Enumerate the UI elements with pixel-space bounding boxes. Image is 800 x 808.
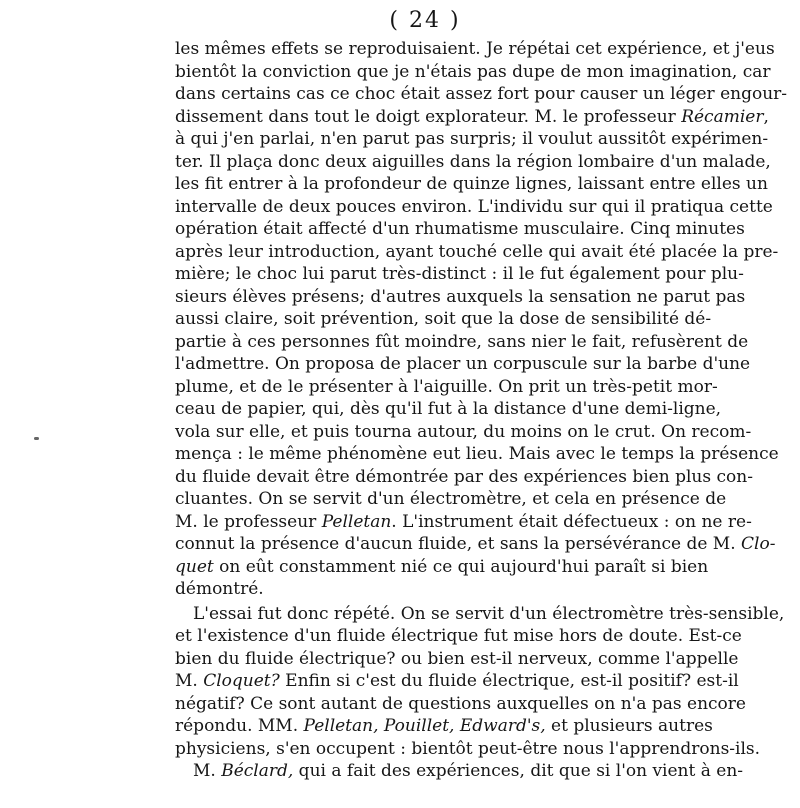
text-run: physiciens, s'en occupent : bientôt peut-être nous l'apprendrons-ils. [175,738,761,759]
text-run: et l'existence d'un fluide électrique fut mise hors de doute. Est-ce [175,626,742,646]
text-run: du fluide devait être démontrée par des expériences bien plus con- [175,466,753,487]
text-line [175,693,746,716]
text-line [175,106,769,129]
text-run: M. le professeur [175,511,322,532]
text-line [175,738,761,761]
text-run: partie à ces personnes fût moindre, sans nier le fait, refusèrent de [175,331,749,352]
text-run: qui a fait des expériences, dit que si l'on vient à en- [293,761,744,781]
text-line [175,760,744,783]
text-line [175,263,744,286]
text-line [175,218,745,241]
text-line [175,173,768,196]
text-run: Enfin si c'est du fluide électrique, est-il positif? est-il [279,671,739,691]
text-line [175,308,712,331]
text-line [175,511,752,534]
text-line [175,625,742,648]
italic-name: Clo- [741,534,776,554]
text-run: M. [193,761,222,781]
text-line [175,466,753,489]
text-run: sieurs élèves présens; d'autres auxquels la sensation ne parut pas [175,286,746,307]
italic-name: Pelletan [321,511,392,532]
text-run: à qui j'en parlai, n'en parut pas surpris; il voulut aussitôt expérimen- [175,129,769,149]
text-run: L'essai fut donc répété. On se servit d'un électromètre très-sensible, [193,603,785,624]
text-line [175,353,751,376]
text-run: connut la présence d'aucun fluide, et sans la persévérance de M. [175,534,742,554]
italic-name: Pelletan, Pouillet, Edward's, [303,716,546,736]
text-line [175,578,695,601]
text-line [175,241,779,264]
text-run: plume, et de le présenter à l'aiguille. On prit un très-petit mor- [175,376,718,397]
text-run: on eût constamment nié ce qui aujourd'hui paraît si bien [213,556,709,577]
italic-name: Récamier [681,106,764,127]
text-run: vola sur elle, et puis tourna autour, du moins on le crut. On recom- [175,421,752,442]
text-line [175,421,752,444]
text-line [175,670,739,693]
text-line [175,151,771,174]
text-run: dissement dans tout le doigt explorateur. M. le professeur [175,106,682,127]
text-run: après leur introduction, ayant touché celle qui avait été placée la pre- [175,241,779,262]
text-run: cluantes. On se servit d'un électromètre, et cela en présence de [175,489,727,509]
text-line [175,715,713,738]
text-run: opération était affecté d'un rhumatisme musculaire. Cinq minutes [175,219,745,239]
text-run: les mêmes effets se reproduisaient. Je répétai cet expérience, et j'eus [175,39,775,59]
text-run: répondu. MM. [175,716,304,736]
text-run: aussi claire, soit prévention, soit que la dose de sensibilité dé- [175,309,712,329]
text-run: ter. Il plaça donc deux aiguilles dans la région lombaire d'un malade, [175,151,771,172]
text-run: ceau de papier, qui, dès qu'il fut à la distance d'une demi-ligne, [175,399,722,419]
text-line [175,556,709,579]
text-line [175,286,746,309]
text-run: . L'instrument était défectueux : on ne re- [391,511,752,532]
text-run: les fit entrer à la profondeur de quinze lignes, laissant entre elles un [175,174,768,194]
text-line [175,603,785,626]
text-run: démontré. [175,579,264,599]
italic-name: Cloquet? [203,671,280,691]
body-text [175,38,788,783]
text-run: dans certains cas ce choc était assez fort pour causer un léger engour- [175,84,788,104]
text-line [175,648,739,671]
text-run: l'admettre. On proposa de placer un corpuscule sur la barbe d'une [175,354,751,374]
page-number: ( 24 ) [389,8,461,33]
text-line [175,376,718,399]
text-line [175,38,775,61]
text-line [175,331,749,354]
text-run: bientôt la conviction que je n'étais pas dupe de mon imagination, car [175,61,771,82]
text-run: bien du fluide électrique? ou bien est-il nerveux, comme l'appelle [175,648,739,669]
italic-name: Béclard, [221,761,294,781]
text-run: négatif? Ce sont autant de questions auxquelles on n'a pas encore [175,693,746,714]
text-line [175,443,779,466]
italic-name: quet [175,556,214,577]
text-run: intervalle de deux pouces environ. L'individu sur qui il pratiqua cette [175,196,773,217]
text-run: M. [175,671,204,691]
text-line [175,128,769,151]
text-line [175,398,722,421]
text-line [175,61,771,84]
text-line [175,83,788,106]
text-line [175,488,727,511]
text-run: , [763,106,769,127]
text-run: et plusieurs autres [545,716,713,736]
text-line [175,533,776,556]
text-line [175,196,773,219]
text-run: mença : le même phénomène eut lieu. Mais avec le temps la présence [175,444,779,464]
text-run: mière; le choc lui parut très-distinct : il le fut également pour plu- [175,264,744,284]
ink-speck [34,437,39,440]
